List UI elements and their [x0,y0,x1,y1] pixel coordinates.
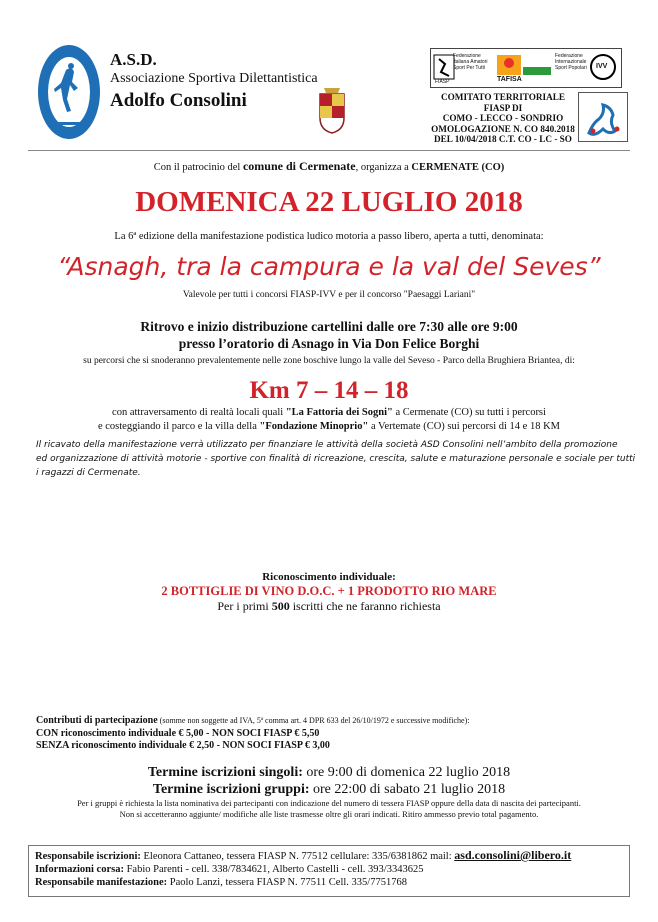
paths-line: su percorsi che si snoderanno prevalentemente nelle zone boschive lungo la valle del Seveso - Parco della Brughiera Briantea, di: [83,356,575,366]
partner-logos [430,48,622,88]
deadline-group: Termine iscrizioni gruppi: ore 22:00 di sabato 21 luglio 2018 [152,782,506,797]
deadline-note: Per i gruppi è richiesta la lista nominativa dei partecipanti con indicazione del numero di tessera FIASP oppure della data di nascita dei partecipanti. [77,798,581,808]
crossing-info [0,406,658,434]
meeting-line: presso l’oratorio di Asnago in Via Don Felice Borghi [178,336,480,351]
proceeds-text [36,438,636,480]
ivv-label: IVV [596,63,608,70]
crossing-line-2: e costeggiando il parco e la villa della "Fondazione Minoprio" a Vertemate (CO) sui percorsi di 14 e 18 KM [97,421,560,432]
meeting-info [0,318,658,352]
contact-race-info: Informazioni corsa: Fabio Parenti - cell. 338/7834621, Alberto Castelli - cell. 393/3343625 [35,864,424,875]
prize-note: Per i primi 500 iscritti che ne faranno richiesta [217,599,441,613]
fees-block [36,715,636,753]
prize-title: Riconoscimento individuale: [262,571,396,583]
event-name: “Asnagh, tra la campura e la val del Seves” [57,252,601,281]
deadlines [0,764,658,798]
proceeds-line: i ragazzi di Cermenate. [36,468,141,478]
fiasp-label: Federazione Italiana Amatori Sport Per Tutti [453,53,488,71]
proceeds-line: Il ricavato della manifestazione verrà utilizzato per finanziare le attività della società ASD Consolini nell’ambito della promozione [36,440,618,450]
club-logo [36,42,102,142]
fiasp-short: FIASP [435,79,450,85]
deadline-notes [0,798,658,820]
fee-without-prize: SENZA riconoscimento individuale € 2,50 - NON SOCI FIASP € 3,00 [36,740,330,751]
patronage-line [0,159,658,174]
contact-email-link[interactable]: asd.consolini@libero.it [454,848,572,862]
contact-manager: Responsabile manifestazione: Paolo Lanzi, tessera FIASP N. 77511 Cell. 335/7751768 [35,877,407,888]
ivv-federation-label: Federazione Internazionale Sport Popolari [555,53,587,71]
intro-text: , organizza a [355,162,412,173]
deadline-note: Non si accetteranno aggiunte/ modifiche alle liste trasmesse oltre gli orari indicati. Ritiro ammesso previo total pagamento. [119,809,539,819]
prize-item: 2 BOTTIGLIE DI VINO D.O.C. + 1 PRODOTTO RIO MARE [161,584,497,598]
meeting-line: Ritrovo e inizio distribuzione cartellini dalle ore 7:30 alle ore 9:00 [140,319,518,334]
valid-line: Valevole per tutti i concorsi FIASP-IVV e per il concorso "Paesaggi Lariani" [182,290,476,300]
region-map-icon [578,92,628,142]
divider [28,150,630,151]
committee-info [430,92,576,145]
club-name: Adolfo Consolini [110,90,247,111]
edition-line: La 6ª edizione della manifestazione podistica ludico motoria a passo libero, aperta a tutti, denominata: [114,231,544,242]
association-label: Associazione Sportiva Dilettantistica [110,71,318,86]
asd-label: A.S.D. [110,50,157,69]
place-name: CERMENATE (CO) [411,162,505,173]
committee-line: COMO - LECCO - SONDRIO [442,113,564,123]
contacts-box [28,845,630,897]
fees-title: Contributi di partecipazione (somme non soggette ad IVA, 5ª comma art. 4 DPR 633 del 26/10/1972 e successive modifiche): [36,715,470,726]
fee-with-prize: CON riconoscimento individuale € 5,00 - NON SOCI FIASP € 5,50 [36,727,320,739]
crossing-line-1: con attraversamento di realtà locali quali "La Fattoria dei Sogni" a Cermenate (CO) su tutti i percorsi [112,407,546,418]
event-date: DOMENICA 22 LUGLIO 2018 [135,186,523,218]
intro-text: Con il patrocinio del [153,162,243,173]
tafisa-label: TAFISA [497,76,522,83]
proceeds-line: ed organizzazione di attività motorie - sportive con finalità di ricreazione, crescita, salute e maturazione personale e sociale per tutti [36,454,636,464]
committee-line: DEL 10/04/2018 C.T. CO - LC - SO [434,134,572,144]
contact-registrations: Responsabile iscrizioni: Eleonora Cattaneo, tessera FIASP N. 77512 cellulare: 335/6381862 mail: asd.consolini@libero.it [35,848,572,862]
comune-name: comune di Cermenate [242,159,356,173]
committee-line: COMITATO TERRITORIALE FIASP DI [441,92,565,113]
municipal-crest-icon [316,88,348,134]
deadline-single: Termine iscrizioni singoli: ore 9:00 di domenica 22 luglio 2018 [147,765,511,780]
distances: Km 7 – 14 – 18 [249,377,409,404]
committee-line: OMOLOGAZIONE N. CO 840.2018 [431,123,575,134]
